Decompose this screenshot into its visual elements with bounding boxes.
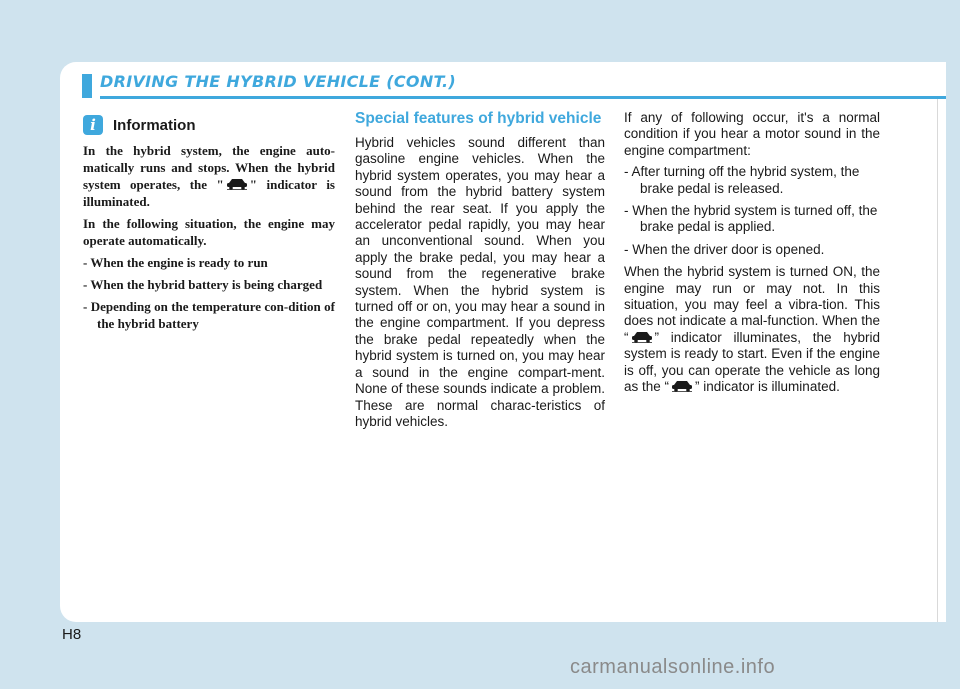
normal-conditions-list xyxy=(624,164,880,258)
special-features-column xyxy=(355,110,605,435)
ready-car-icon xyxy=(671,380,693,392)
list-item: - When the hybrid battery is being charged xyxy=(83,277,323,292)
normal-condition-column xyxy=(624,110,880,401)
list-item: - Depending on the temperature con-dition of the hybrid battery xyxy=(83,299,335,331)
information-list xyxy=(83,254,335,332)
list-item: - When the driver door is opened. xyxy=(624,241,825,257)
watermark: carmanualsonline.info xyxy=(570,656,776,678)
information-header xyxy=(83,110,335,140)
right-margin-rule xyxy=(937,99,938,622)
normal-intro: If any of following occur, it's a normal condition if you hear a motor sound in the engine compartment: xyxy=(624,110,880,158)
information-paragraph-1: In the hybrid system, the engine auto-matically runs and stops. When the hybrid system operates, the " " indicator is illuminated. xyxy=(83,143,335,209)
list-item: - After turning off the hybrid system, the brake pedal is released. xyxy=(624,164,860,196)
information-title: Information xyxy=(113,116,196,134)
list-item: - When the hybrid system is turned off, the brake pedal is applied. xyxy=(624,203,878,235)
ready-indicator-paragraph: When the hybrid system is turned ON, the engine may run or may not. In this situation, you may feel a vibra-tion. This does not indicate a mal-function. When the “ ” indicator illuminates, the hybrid system is ready to start. Even if the engine is off, you can operate the vehicle as long as the “ ” indicator is illuminated. xyxy=(624,264,880,395)
information-paragraph-2: In the following situation, the engine may operate automatically. xyxy=(83,216,335,248)
ready-car-icon xyxy=(631,331,653,343)
list-item: - When the engine is ready to run xyxy=(83,255,268,270)
information-column xyxy=(83,110,335,337)
header-rule xyxy=(100,96,946,99)
page-number: H8 xyxy=(62,626,82,643)
info-icon: i xyxy=(83,115,103,135)
section-title: Special features of hybrid vehicle xyxy=(355,110,602,127)
special-features-body: Hybrid vehicles sound different than gasoline engine vehicles. When the hybrid system operates, you may hear a sound from the hybrid battery system behind the rear seat. If you apply the accelerator pedal rapidly, you may hear an unconventional sound. When you apply the brake pedal, you may hear a sound from the regenerative brake system. When the hybrid system is turned off or on, you may hear a sound in the engine compartment. If you depress the brake pedal repeatedly when the hybrid system is turned on, you may hear a sound in the engine compart-ment. None of these sounds indicate a problem. These are normal charac-teristics of hybrid vehicles. xyxy=(355,135,605,429)
header-accent-bar xyxy=(82,74,92,98)
ready-car-icon xyxy=(226,178,248,190)
page-header-title: DRIVING THE HYBRID VEHICLE (CONT.) xyxy=(100,72,457,91)
